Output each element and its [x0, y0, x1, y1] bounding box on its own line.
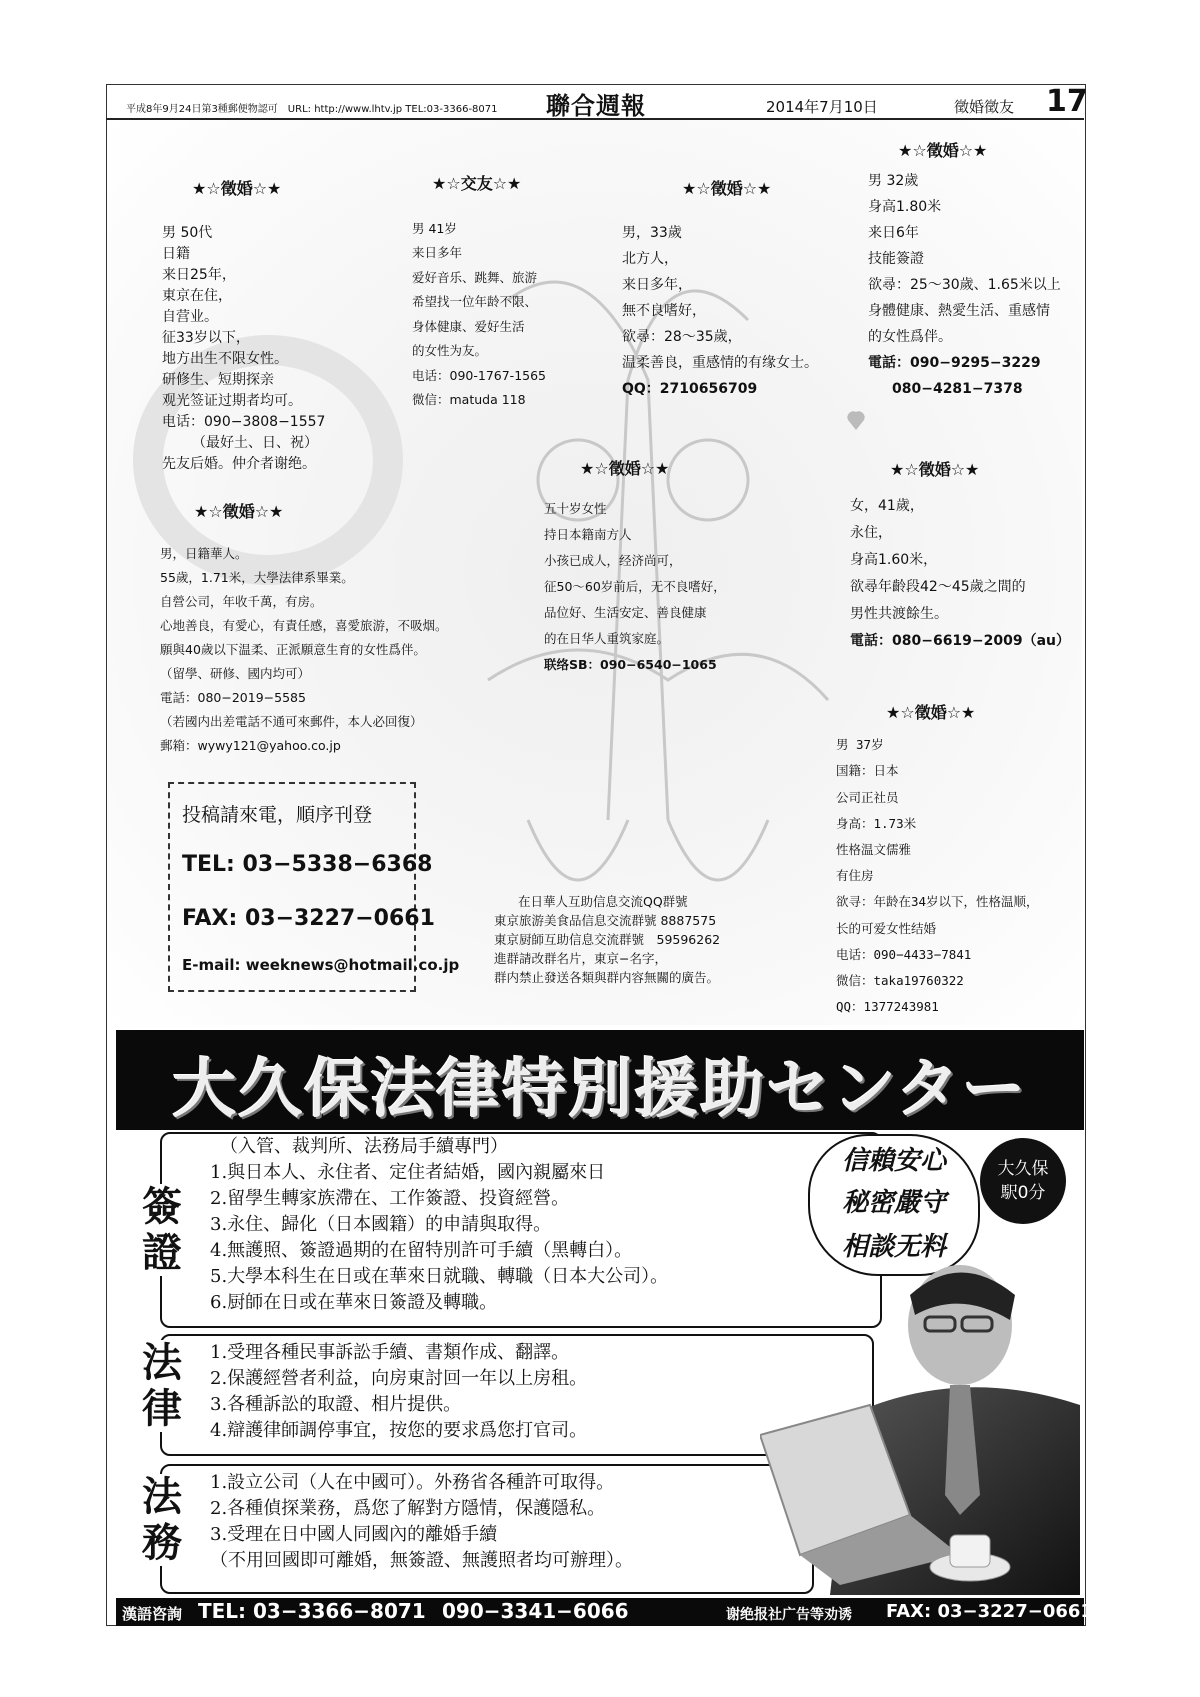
submission-note: 投稿請來電，順序刊登: [182, 804, 373, 826]
service-line: 2.各種偵探業務，爲您了解對方隱情，保護隱私。: [210, 1498, 606, 1519]
label-char: 務: [142, 1519, 182, 1566]
ad-friendship-male-41: [412, 172, 546, 413]
ad-line: 先友后婚。仲介者谢绝。: [162, 456, 316, 472]
service-line: 6.厨師在日或在華來日簽證及轉職。: [210, 1292, 498, 1313]
service-line: 3.受理在日中國人同國內的離婚手續: [210, 1524, 498, 1545]
qq-line: 東京旅游美食品信息交流群號 8887575: [494, 913, 717, 928]
service-lines-law: [210, 1340, 587, 1444]
ad-line: 永住，: [850, 525, 892, 541]
service-line: 1.受理各種民事訴訟手續、書類作成、翻譯。: [210, 1342, 570, 1363]
service-line: 5.大學本科生在日或在華來日就職、轉職（日本大公司）。: [210, 1266, 669, 1287]
qq-group-info: [494, 892, 720, 987]
ad-line: 国籍：日本: [836, 763, 899, 779]
ad-phone: 电话：090−4433−7841: [836, 946, 972, 962]
ad-title: ★☆徵婚☆★: [890, 460, 980, 479]
ad-line: 男 50代: [162, 225, 213, 241]
ad-line: 有住房: [836, 868, 874, 884]
service-line: 3.各種訴訟的取證、相片提供。: [210, 1394, 462, 1415]
ad-line: 欲尋：28～35歲，: [622, 329, 742, 345]
service-line: 1.與日本人、永住者、定住者結婚，國內親屬來日: [210, 1162, 606, 1183]
ad-line: 来日6年: [868, 225, 919, 241]
ad-marriage-male-37: [836, 700, 1039, 1020]
ad-line: 身体健康、爱好生活: [412, 318, 525, 334]
service-line: 2.保護經營者利益，向房東討回一年以上房租。: [210, 1368, 588, 1389]
ad-line: 征33岁以下，: [162, 330, 250, 346]
ad-line: 爱好音乐、跳舞、旅游: [412, 269, 538, 285]
section-name: 徵婚徵友: [954, 98, 1015, 116]
ad-line: 的在日华人重筑家庭。: [544, 631, 670, 646]
ad-line: 持日本籍南方人: [544, 527, 632, 542]
ad-marriage-male-55: [160, 500, 448, 758]
ad-qq: QQ：2710656709: [622, 381, 758, 397]
ad-line: （最好土、日、祝）: [192, 435, 318, 451]
ad-line: （留學、研修、國内均可）: [160, 666, 311, 681]
service-label-visa: [138, 1184, 186, 1276]
header-permit-info: 平成8年9月24日第3種郵便物認可 URL: http://www.lhtv.jp TEL:03-3366-8071: [126, 104, 498, 115]
service-line: （入管、裁判所、法務局手續專門）: [220, 1136, 508, 1157]
ad-phone-alt: 080−4281−7378: [892, 381, 1023, 397]
ad-line: 心地善良，有愛心，有責任感，喜愛旅游，不吸烟。: [160, 618, 448, 633]
footer-tel: TEL: 03−3366−8071: [198, 1599, 426, 1623]
slogan: 秘密嚴守: [841, 1188, 946, 1218]
station-badge: [980, 1138, 1066, 1224]
footer-note: 谢绝报社广告等劝诱: [726, 1607, 852, 1623]
ad-title: ★☆徵婚☆★: [580, 459, 670, 478]
ad-line: 日籍: [162, 246, 190, 262]
ad-title: ★☆徵婚☆★: [192, 179, 282, 198]
ad-line: 男，日籍華人。: [160, 546, 248, 561]
service-line: 4.無護照、簽證過期的在留特別許可手續（黑轉白）。: [210, 1240, 633, 1261]
footer-label: 漢語咨詢: [122, 1605, 183, 1623]
service-label-law: [138, 1340, 186, 1432]
label-char: 法: [142, 1473, 182, 1520]
ad-line: 长的可爱女性结婚: [836, 920, 937, 936]
submission-tel: TEL: 03−5338−6368: [182, 852, 433, 877]
ad-phone: 电话：090−3808−1557: [162, 414, 326, 430]
ad-line: 自营业。: [162, 309, 218, 325]
ad-line: 北方人，: [622, 251, 678, 267]
ad-email: 郵箱：wywy121@yahoo.co.jp: [160, 738, 341, 753]
service-label-affairs: [138, 1474, 186, 1566]
ad-line: 身高1.60米，: [850, 552, 938, 568]
ad-line: 願與40歲以下温柔、正派願意生育的女性爲伴。: [160, 642, 426, 657]
ad-line: 男 37岁: [836, 737, 884, 753]
ad-line: 性格温文儒雅: [836, 842, 912, 858]
ad-line: 观光签证过期者均可。: [162, 393, 302, 409]
ad-phone: 電話：080−6619−2009（au）: [850, 633, 1071, 649]
ad-title: ★☆交友☆★: [432, 174, 522, 193]
ad-qq: QQ：1377243981: [836, 999, 939, 1015]
ad-line: 男，33歲: [622, 225, 682, 241]
newspaper-name: 聯合週報: [546, 92, 646, 120]
ad-line: 希望找一位年龄不限、: [412, 294, 538, 309]
ad-line: 身高1.80米: [868, 199, 942, 215]
ad-line: 的女性为友。: [412, 343, 488, 358]
ad-line: 欲寻：年龄在34岁以下，性格温顺，: [836, 894, 1039, 910]
ad-line: 公司正社员: [836, 789, 899, 805]
ad-line: 男性共渡餘生。: [850, 606, 948, 622]
businessman-photo: [760, 1255, 1080, 1595]
ad-line: 研修生、短期探亲: [162, 372, 274, 388]
ad-title: ★☆徵婚☆★: [194, 502, 284, 521]
ad-line: 55歲，1.71米，大學法律系畢業。: [160, 570, 354, 585]
footer-fax: FAX: 03−3227−0661: [886, 1601, 1093, 1622]
service-lines-affairs: [210, 1470, 633, 1574]
label-char: 律: [142, 1385, 182, 1432]
ad-line: 無不良嗜好，: [622, 303, 706, 319]
station-name: 大久保: [997, 1159, 1049, 1179]
ad-line: 品位好、生活安定、善良健康: [544, 605, 707, 620]
ad-title: ★☆徵婚☆★: [898, 141, 988, 160]
submission-email: E-mail: weeknews@hotmail.co.jp: [182, 956, 460, 974]
page-header: [106, 84, 1088, 120]
ad-line: 的女性爲伴。: [868, 329, 952, 345]
law-center-banner: [116, 1030, 1084, 1130]
ad-phone: 电话：090-1767-1565: [412, 367, 547, 383]
ad-marriage-female-41: [850, 456, 1070, 655]
page-number: 17: [1046, 84, 1088, 119]
slogan: 相談无料: [841, 1232, 946, 1262]
ad-marriage-male-33: [622, 176, 818, 402]
ad-line: （若國内出差電話不通可來郵件，本人必回復）: [160, 714, 423, 729]
label-char: 法: [142, 1339, 182, 1386]
ad-line: 欲尋年齡段42～45歲之間的: [850, 579, 1026, 595]
ad-title: ★☆徵婚☆★: [682, 179, 772, 198]
service-line: 1.設立公司（人在中國可）。外務省各種許可取得。: [210, 1472, 615, 1493]
slogan: 信賴安心: [841, 1146, 946, 1176]
ad-phone: 電話：090−9295−3229: [868, 355, 1041, 371]
label-char: 證: [142, 1229, 182, 1276]
ad-line: 東京在住，: [162, 288, 232, 304]
ad-line: 地方出生不限女性。: [162, 351, 288, 367]
qq-line: 進群請改群名片，東京−名字，: [494, 951, 667, 966]
service-line: （不用回國即可離婚，無簽證、無護照者均可辦理）。: [210, 1550, 633, 1571]
station-distance: 駅0分: [1000, 1183, 1046, 1203]
ad-phone: 電話：080−2019−5585: [160, 690, 306, 705]
ad-line: 身高：1.73米: [836, 815, 917, 831]
qq-line: 在日華人互助信息交流QQ群號: [518, 894, 688, 909]
service-line: 4.辯護律師調停事宜，按您的要求爲您打官司。: [210, 1420, 588, 1441]
qq-line: 群内禁止發送各類與群内容無關的廣告。: [494, 970, 720, 985]
ad-line: 男 41岁: [412, 220, 457, 236]
ad-line: 来日多年，: [622, 277, 692, 293]
issue-date: 2014年7月10日: [766, 98, 878, 116]
ad-line: 征50〜60岁前后，无不良嗜好，: [544, 579, 726, 594]
submission-fax: FAX: 03−3227−0661: [182, 906, 435, 931]
ad-wechat: 微信：matuda 118: [412, 392, 526, 407]
ad-line: 技能簽證: [868, 251, 924, 267]
footer-mobile: 090−3341−6066: [442, 1599, 629, 1623]
ad-line: 来日多年: [412, 245, 463, 260]
ad-line: 女，41歲，: [850, 498, 924, 514]
ad-marriage-male-32: [868, 138, 1061, 402]
ad-wechat: 微信：taka19760322: [836, 973, 964, 989]
ad-line: 自營公司，年收千萬，有房。: [160, 594, 323, 609]
ad-line: 来日25年，: [162, 267, 236, 283]
ad-marriage-female-50s: [544, 456, 726, 678]
service-line: 3.永住、歸化（日本國籍）的申請與取得。: [210, 1214, 552, 1235]
ad-phone: 联络SB：090−6540−1065: [544, 657, 717, 672]
footer-contact-bar: [116, 1598, 1093, 1626]
ad-line: 身體健康、熱愛生活、重感情: [868, 303, 1050, 319]
submission-contact-box: [168, 782, 460, 992]
label-char: 簽: [142, 1183, 182, 1230]
ad-line: 男 32歲: [868, 173, 919, 189]
ad-line: 小孩已成人，经济尚可，: [544, 553, 682, 568]
banner-title: 大久保法律特別援助センター: [172, 1053, 1028, 1127]
service-lines-visa: [210, 1134, 668, 1316]
qq-line: 東京厨師互助信息交流群號 59596262: [494, 932, 721, 947]
service-line: 2.留學生轉家族滯在、工作簽證、投資經營。: [210, 1188, 570, 1209]
ad-line: 五十岁女性: [544, 501, 607, 516]
ad-line: 欲尋：25～30歲、1.65米以上: [868, 277, 1061, 293]
ad-line: 温柔善良，重感情的有缘女士。: [622, 355, 818, 371]
ad-title: ★☆徵婚☆★: [886, 703, 976, 722]
ad-marriage-male-50s: [162, 178, 325, 475]
